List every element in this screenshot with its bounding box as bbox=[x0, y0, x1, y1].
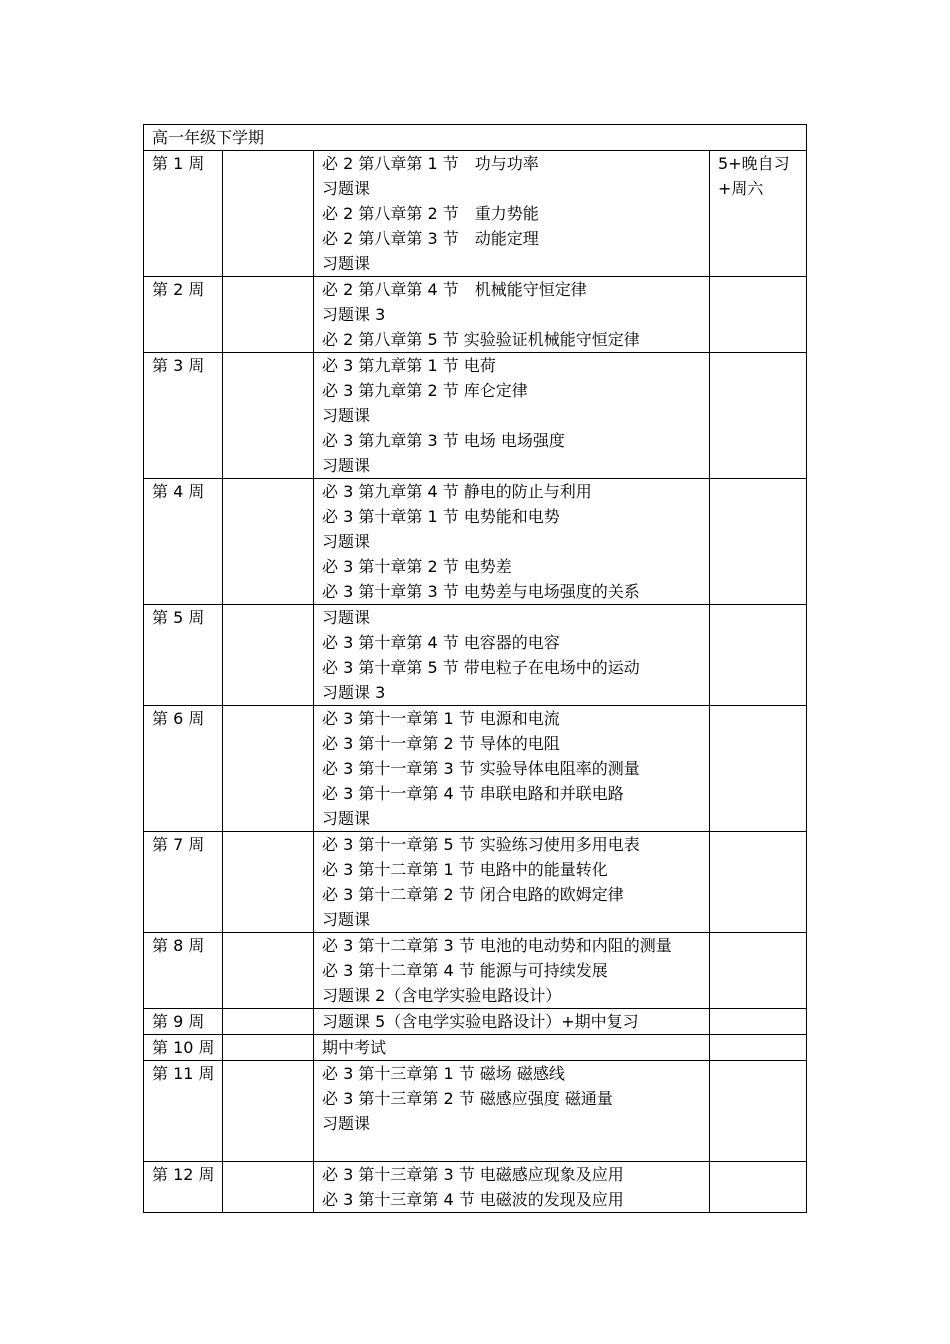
lesson-line: 必 2 第八章第 3 节 动能定理 bbox=[322, 229, 539, 248]
lesson-line: 习题课 2（含电学实验电路设计） bbox=[322, 986, 562, 1005]
week-blank-cell bbox=[223, 151, 314, 277]
week-blank-cell bbox=[223, 832, 314, 933]
week-label: 第 2 周 bbox=[144, 277, 223, 353]
lesson-line: 必 3 第十三章第 1 节 磁场 磁感线 bbox=[322, 1064, 565, 1083]
week-note-cell bbox=[710, 605, 807, 706]
week-label: 第 10 周 bbox=[144, 1035, 223, 1061]
lesson-line: 必 2 第八章第 2 节 重力势能 bbox=[322, 204, 539, 223]
lesson-line: 必 3 第十一章第 2 节 导体的电阻 bbox=[322, 734, 560, 753]
week-note-cell bbox=[710, 706, 807, 832]
week-content-cell bbox=[314, 605, 710, 706]
lesson-line: 必 3 第十章第 5 节 带电粒子在电场中的运动 bbox=[322, 658, 640, 677]
week-blank-cell bbox=[223, 277, 314, 353]
week-blank-cell bbox=[223, 1035, 314, 1061]
note-line: +周六 bbox=[718, 179, 764, 198]
week-row bbox=[144, 706, 807, 832]
lesson-line: 必 3 第十三章第 3 节 电磁感应现象及应用 bbox=[322, 1165, 624, 1184]
week-content-cell bbox=[314, 933, 710, 1009]
week-note-cell bbox=[710, 1061, 807, 1162]
week-blank-cell bbox=[223, 605, 314, 706]
week-blank-cell bbox=[223, 1061, 314, 1162]
week-blank-cell bbox=[223, 933, 314, 1009]
lesson-line: 必 3 第十一章第 4 节 串联电路和并联电路 bbox=[322, 784, 624, 803]
lesson-line: 必 3 第十二章第 4 节 能源与可持续发展 bbox=[322, 961, 608, 980]
week-blank-cell bbox=[223, 1162, 314, 1213]
week-label: 第 3 周 bbox=[144, 353, 223, 479]
week-note-cell bbox=[710, 479, 807, 605]
week-row bbox=[144, 277, 807, 353]
week-row bbox=[144, 832, 807, 933]
week-row bbox=[144, 605, 807, 706]
week-blank-cell bbox=[223, 706, 314, 832]
note-line: 5+晚自习 bbox=[718, 154, 790, 173]
lesson-line: 必 3 第十二章第 2 节 闭合电路的欧姆定律 bbox=[322, 885, 624, 904]
week-blank-cell bbox=[223, 353, 314, 479]
lesson-line: 习题课 bbox=[322, 456, 371, 475]
lesson-line: 必 2 第八章第 4 节 机械能守恒定律 bbox=[322, 280, 587, 299]
lesson-line: 习题课 bbox=[322, 179, 371, 198]
week-label: 第 6 周 bbox=[144, 706, 223, 832]
lesson-line bbox=[322, 1136, 709, 1161]
week-content-cell bbox=[314, 832, 710, 933]
lesson-line: 必 3 第十三章第 2 节 磁感应强度 磁通量 bbox=[322, 1089, 613, 1108]
lesson-line: 必 2 第八章第 1 节 功与功率 bbox=[322, 154, 539, 173]
lesson-line: 必 3 第九章第 4 节 静电的防止与利用 bbox=[322, 482, 592, 501]
week-row bbox=[144, 479, 807, 605]
lesson-line: 必 3 第十一章第 1 节 电源和电流 bbox=[322, 709, 560, 728]
week-note-cell bbox=[710, 933, 807, 1009]
week-blank-cell bbox=[223, 479, 314, 605]
lesson-line: 期中考试 bbox=[322, 1038, 387, 1057]
week-note-cell bbox=[710, 1035, 807, 1061]
week-note-cell bbox=[710, 353, 807, 479]
week-label: 第 8 周 bbox=[144, 933, 223, 1009]
lesson-line: 必 3 第十二章第 1 节 电路中的能量转化 bbox=[322, 860, 608, 879]
week-content-cell bbox=[314, 1035, 710, 1061]
week-content-cell bbox=[314, 479, 710, 605]
week-label: 第 5 周 bbox=[144, 605, 223, 706]
lesson-line: 必 3 第十章第 4 节 电容器的电容 bbox=[322, 633, 560, 652]
week-label: 第 9 周 bbox=[144, 1009, 223, 1035]
week-note-cell bbox=[710, 277, 807, 353]
lesson-line: 习题课 bbox=[322, 1114, 371, 1133]
lesson-line: 必 3 第十一章第 3 节 实验导体电阻率的测量 bbox=[322, 759, 640, 778]
lesson-line: 习题课 3 bbox=[322, 305, 386, 324]
semester-title: 高一年级下学期 bbox=[144, 125, 807, 151]
week-content-cell bbox=[314, 151, 710, 277]
week-content-cell bbox=[314, 706, 710, 832]
week-row bbox=[144, 1035, 807, 1061]
week-row bbox=[144, 151, 807, 277]
lesson-line: 必 3 第九章第 3 节 电场 电场强度 bbox=[322, 431, 565, 450]
week-row bbox=[144, 353, 807, 479]
week-label: 第 7 周 bbox=[144, 832, 223, 933]
week-row bbox=[144, 933, 807, 1009]
lesson-line: 必 3 第九章第 1 节 电荷 bbox=[322, 356, 496, 375]
week-content-cell bbox=[314, 1009, 710, 1035]
week-content-cell bbox=[314, 277, 710, 353]
lesson-line: 必 3 第十章第 2 节 电势差 bbox=[322, 557, 512, 576]
lesson-line: 必 3 第九章第 2 节 库仑定律 bbox=[322, 381, 528, 400]
week-note-cell bbox=[710, 832, 807, 933]
lesson-line: 必 3 第十三章第 4 节 电磁波的发现及应用 bbox=[322, 1190, 624, 1209]
week-content-cell bbox=[314, 353, 710, 479]
week-row bbox=[144, 1061, 807, 1162]
week-blank-cell bbox=[223, 1009, 314, 1035]
week-row bbox=[144, 1162, 807, 1213]
week-content-cell bbox=[314, 1061, 710, 1162]
lesson-line: 习题课 5（含电学实验电路设计）+期中复习 bbox=[322, 1012, 639, 1031]
lesson-line: 习题课 bbox=[322, 910, 371, 929]
lesson-line: 必 3 第十一章第 5 节 实验练习使用多用电表 bbox=[322, 835, 640, 854]
lesson-line: 必 2 第八章第 5 节 实验验证机械能守恒定律 bbox=[322, 330, 640, 349]
schedule-table bbox=[143, 124, 807, 1213]
week-label: 第 1 周 bbox=[144, 151, 223, 277]
week-note-cell bbox=[710, 151, 807, 277]
lesson-line: 必 3 第十章第 3 节 电势差与电场强度的关系 bbox=[322, 582, 640, 601]
week-note-cell bbox=[710, 1009, 807, 1035]
lesson-line: 习题课 bbox=[322, 608, 371, 627]
lesson-line: 必 3 第十二章第 3 节 电池的电动势和内阻的测量 bbox=[322, 936, 672, 955]
week-content-cell bbox=[314, 1162, 710, 1213]
lesson-line: 习题课 bbox=[322, 532, 371, 551]
week-label: 第 12 周 bbox=[144, 1162, 223, 1213]
week-label: 第 4 周 bbox=[144, 479, 223, 605]
week-row bbox=[144, 1009, 807, 1035]
lesson-line: 习题课 3 bbox=[322, 683, 386, 702]
lesson-line: 必 3 第十章第 1 节 电势能和电势 bbox=[322, 507, 560, 526]
week-note-cell bbox=[710, 1162, 807, 1213]
lesson-line: 习题课 bbox=[322, 809, 371, 828]
lesson-line: 习题课 bbox=[322, 406, 371, 425]
week-label: 第 11 周 bbox=[144, 1061, 223, 1162]
lesson-line: 习题课 bbox=[322, 254, 371, 273]
semester-header-row bbox=[144, 125, 807, 151]
